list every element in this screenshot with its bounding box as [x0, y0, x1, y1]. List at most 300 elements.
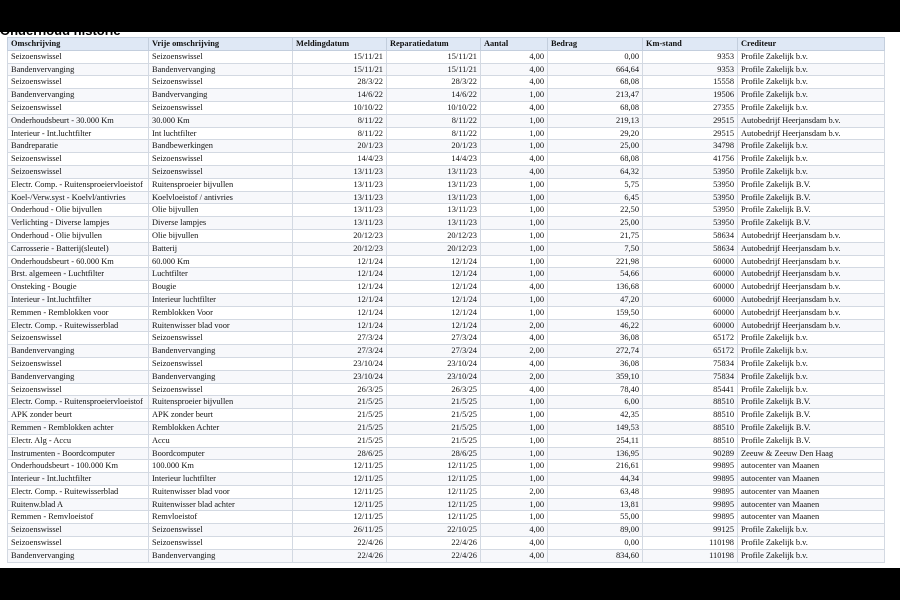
cell-vrije-omschrijving: Int luchtfilter	[149, 127, 293, 140]
cell-omschrijving: Seizoenswissel	[8, 383, 149, 396]
table-row	[8, 306, 885, 319]
column-header-bedrag: Bedrag	[548, 38, 643, 51]
column-header-km-stand: Km-stand	[643, 38, 738, 51]
cell-km-stand: 99895	[643, 485, 738, 498]
table-row	[8, 396, 885, 409]
cell-vrije-omschrijving: Bandenvervanging	[149, 549, 293, 562]
cell-meldingdatum: 12/11/25	[293, 498, 387, 511]
cell-bedrag: 22,50	[548, 204, 643, 217]
cell-meldingdatum: 21/5/25	[293, 421, 387, 434]
cell-aantal: 1,00	[481, 178, 548, 191]
cell-vrije-omschrijving: Seizoenswissel	[149, 332, 293, 345]
cell-crediteur: Profile Zakelijk b.v.	[738, 383, 885, 396]
cell-aantal: 4,00	[481, 76, 548, 89]
cell-meldingdatum: 12/1/24	[293, 268, 387, 281]
cell-omschrijving: Seizoenswissel	[8, 50, 149, 63]
cell-vrije-omschrijving: Seizoenswissel	[149, 524, 293, 537]
cell-km-stand: 53950	[643, 204, 738, 217]
cell-aantal: 1,00	[481, 255, 548, 268]
cell-crediteur: autocenter van Maanen	[738, 511, 885, 524]
cell-bedrag: 21,75	[548, 229, 643, 242]
table-row	[8, 319, 885, 332]
cell-reparatiedatum: 21/5/25	[387, 396, 481, 409]
cell-crediteur: Autobedrijf Heerjansdam b.v.	[738, 242, 885, 255]
cell-km-stand: 75834	[643, 370, 738, 383]
cell-bedrag: 25,00	[548, 217, 643, 230]
cell-reparatiedatum: 20/12/23	[387, 229, 481, 242]
table-row	[8, 153, 885, 166]
cell-crediteur: Profile Zakelijk b.v.	[738, 140, 885, 153]
table-row	[8, 89, 885, 102]
cell-aantal: 1,00	[481, 421, 548, 434]
table-row	[8, 229, 885, 242]
cell-km-stand: 34798	[643, 140, 738, 153]
cell-aantal: 1,00	[481, 434, 548, 447]
cell-meldingdatum: 14/6/22	[293, 89, 387, 102]
cell-aantal: 4,00	[481, 357, 548, 370]
cell-km-stand: 99895	[643, 460, 738, 473]
cell-aantal: 1,00	[481, 242, 548, 255]
cell-aantal: 4,00	[481, 281, 548, 294]
cell-omschrijving: Seizoenswissel	[8, 332, 149, 345]
cell-omschrijving: Interieur - Int.luchtfilter	[8, 127, 149, 140]
cell-bedrag: 68,08	[548, 76, 643, 89]
cell-vrije-omschrijving: Remvloeistof	[149, 511, 293, 524]
cell-vrije-omschrijving: 60.000 Km	[149, 255, 293, 268]
table-row	[8, 50, 885, 63]
cell-crediteur: Autobedrijf Heerjansdam b.v.	[738, 114, 885, 127]
cell-meldingdatum: 21/5/25	[293, 434, 387, 447]
cell-km-stand: 29515	[643, 114, 738, 127]
cell-km-stand: 9353	[643, 63, 738, 76]
cell-vrije-omschrijving: Ruitenwisser blad achter	[149, 498, 293, 511]
cell-omschrijving: Bandenvervanging	[8, 63, 149, 76]
cell-crediteur: Autobedrijf Heerjansdam b.v.	[738, 127, 885, 140]
column-header-meldingdatum: Meldingdatum	[293, 38, 387, 51]
cell-km-stand: 9353	[643, 50, 738, 63]
cell-reparatiedatum: 22/4/26	[387, 549, 481, 562]
table-row	[8, 204, 885, 217]
cell-km-stand: 60000	[643, 268, 738, 281]
cell-bedrag: 63,48	[548, 485, 643, 498]
cell-meldingdatum: 12/11/25	[293, 473, 387, 486]
cell-aantal: 1,00	[481, 511, 548, 524]
table-row	[8, 268, 885, 281]
cell-aantal: 1,00	[481, 89, 548, 102]
cell-reparatiedatum: 8/11/22	[387, 114, 481, 127]
cell-bedrag: 7,50	[548, 242, 643, 255]
cell-km-stand: 60000	[643, 306, 738, 319]
cell-bedrag: 664,64	[548, 63, 643, 76]
cell-aantal: 4,00	[481, 383, 548, 396]
column-header-vrije-omschrijving: Vrije omschrijving	[149, 38, 293, 51]
cell-vrije-omschrijving: Seizoenswissel	[149, 76, 293, 89]
cell-vrije-omschrijving: Bandenvervanging	[149, 345, 293, 358]
cell-omschrijving: Koel-/Verw.syst - Koelvl/antivries	[8, 191, 149, 204]
cell-reparatiedatum: 12/11/25	[387, 511, 481, 524]
cell-bedrag: 6,00	[548, 396, 643, 409]
cell-vrije-omschrijving: Seizoenswissel	[149, 50, 293, 63]
table-row	[8, 485, 885, 498]
cell-meldingdatum: 23/10/24	[293, 370, 387, 383]
cell-km-stand: 88510	[643, 409, 738, 422]
cell-vrije-omschrijving: Diverse lampjes	[149, 217, 293, 230]
cell-km-stand: 65172	[643, 332, 738, 345]
table-row	[8, 293, 885, 306]
cell-crediteur: Profile Zakelijk B.V.	[738, 421, 885, 434]
cell-aantal: 1,00	[481, 229, 548, 242]
column-header-reparatiedatum: Reparatiedatum	[387, 38, 481, 51]
cell-omschrijving: Bandenvervanging	[8, 370, 149, 383]
cell-crediteur: Autobedrijf Heerjansdam b.v.	[738, 268, 885, 281]
table-row	[8, 345, 885, 358]
cell-aantal: 4,00	[481, 537, 548, 550]
table-row	[8, 281, 885, 294]
cell-reparatiedatum: 13/11/23	[387, 191, 481, 204]
cell-crediteur: Zeeuw & Zeeuw Den Haag	[738, 447, 885, 460]
cell-reparatiedatum: 12/1/24	[387, 268, 481, 281]
table-row	[8, 383, 885, 396]
table-row	[8, 357, 885, 370]
cell-aantal: 1,00	[481, 217, 548, 230]
cell-meldingdatum: 20/12/23	[293, 229, 387, 242]
cell-crediteur: Profile Zakelijk b.v.	[738, 89, 885, 102]
cell-reparatiedatum: 13/11/23	[387, 217, 481, 230]
cell-bedrag: 834,60	[548, 549, 643, 562]
cell-meldingdatum: 15/11/21	[293, 63, 387, 76]
cell-omschrijving: Instrumenten - Boordcomputer	[8, 447, 149, 460]
cell-bedrag: 0,00	[548, 537, 643, 550]
cell-vrije-omschrijving: 100.000 Km	[149, 460, 293, 473]
cell-km-stand: 41756	[643, 153, 738, 166]
cell-vrije-omschrijving: Olie bijvullen	[149, 229, 293, 242]
cell-omschrijving: Remmen - Remblokken achter	[8, 421, 149, 434]
cell-crediteur: autocenter van Maanen	[738, 498, 885, 511]
cell-meldingdatum: 12/11/25	[293, 460, 387, 473]
cell-bedrag: 136,68	[548, 281, 643, 294]
table-row	[8, 447, 885, 460]
cell-km-stand: 99895	[643, 498, 738, 511]
cell-crediteur: Profile Zakelijk b.v.	[738, 101, 885, 114]
cell-aantal: 1,00	[481, 473, 548, 486]
cell-vrije-omschrijving: Bandbewerkingen	[149, 140, 293, 153]
cell-bedrag: 29,20	[548, 127, 643, 140]
cell-meldingdatum: 12/1/24	[293, 319, 387, 332]
cell-km-stand: 99895	[643, 473, 738, 486]
cell-omschrijving: Seizoenswissel	[8, 101, 149, 114]
cell-aantal: 4,00	[481, 50, 548, 63]
cell-km-stand: 110198	[643, 537, 738, 550]
cell-omschrijving: Seizoenswissel	[8, 524, 149, 537]
cell-omschrijving: Carrosserie - Batterij(sleutel)	[8, 242, 149, 255]
cell-crediteur: Autobedrijf Heerjansdam b.v.	[738, 229, 885, 242]
cell-omschrijving: Onderhoudsbeurt - 100.000 Km	[8, 460, 149, 473]
cell-omschrijving: Bandenvervanging	[8, 549, 149, 562]
table-header-row	[8, 38, 885, 51]
cell-km-stand: 58634	[643, 229, 738, 242]
cell-reparatiedatum: 12/1/24	[387, 293, 481, 306]
cell-reparatiedatum: 28/3/22	[387, 76, 481, 89]
cell-bedrag: 5,75	[548, 178, 643, 191]
cell-meldingdatum: 8/11/22	[293, 114, 387, 127]
cell-vrije-omschrijving: Luchtfilter	[149, 268, 293, 281]
cell-km-stand: 88510	[643, 421, 738, 434]
table-row	[8, 549, 885, 562]
cell-meldingdatum: 21/5/25	[293, 409, 387, 422]
cell-crediteur: Autobedrijf Heerjansdam b.v.	[738, 255, 885, 268]
document-page	[0, 23, 900, 568]
cell-meldingdatum: 27/3/24	[293, 332, 387, 345]
cell-reparatiedatum: 13/11/23	[387, 178, 481, 191]
cell-meldingdatum: 12/1/24	[293, 255, 387, 268]
cell-bedrag: 44,34	[548, 473, 643, 486]
cell-omschrijving: Ruitenw.blad A	[8, 498, 149, 511]
cell-meldingdatum: 28/6/25	[293, 447, 387, 460]
cell-reparatiedatum: 8/11/22	[387, 127, 481, 140]
cell-aantal: 1,00	[481, 268, 548, 281]
cell-aantal: 4,00	[481, 332, 548, 345]
cell-meldingdatum: 13/11/23	[293, 191, 387, 204]
cell-reparatiedatum: 20/12/23	[387, 242, 481, 255]
cell-crediteur: autocenter van Maanen	[738, 473, 885, 486]
cell-meldingdatum: 13/11/23	[293, 204, 387, 217]
cell-meldingdatum: 22/4/26	[293, 537, 387, 550]
cell-aantal: 1,00	[481, 460, 548, 473]
cell-meldingdatum: 14/4/23	[293, 153, 387, 166]
cell-vrije-omschrijving: Bougie	[149, 281, 293, 294]
table-row	[8, 524, 885, 537]
cell-km-stand: 75834	[643, 357, 738, 370]
cell-crediteur: Profile Zakelijk B.V.	[738, 178, 885, 191]
cell-vrije-omschrijving: Koelvloeistof / antivries	[149, 191, 293, 204]
table-row	[8, 140, 885, 153]
cell-vrije-omschrijving: APK zonder beurt	[149, 409, 293, 422]
cell-vrije-omschrijving: Remblokken Voor	[149, 306, 293, 319]
cell-meldingdatum: 10/10/22	[293, 101, 387, 114]
cell-omschrijving: Electr. Comp. - Ruitensproeiervloeistof	[8, 178, 149, 191]
cell-reparatiedatum: 12/1/24	[387, 306, 481, 319]
cell-omschrijving: Onsteking - Bougie	[8, 281, 149, 294]
cell-crediteur: Profile Zakelijk B.V.	[738, 217, 885, 230]
table-row	[8, 255, 885, 268]
table-row	[8, 498, 885, 511]
cell-bedrag: 89,00	[548, 524, 643, 537]
cell-bedrag: 6,45	[548, 191, 643, 204]
cell-reparatiedatum: 21/5/25	[387, 434, 481, 447]
cell-km-stand: 88510	[643, 434, 738, 447]
cell-omschrijving: Seizoenswissel	[8, 153, 149, 166]
cell-reparatiedatum: 26/3/25	[387, 383, 481, 396]
cell-vrije-omschrijving: Interieur luchtfilter	[149, 293, 293, 306]
cell-bedrag: 68,08	[548, 101, 643, 114]
cell-reparatiedatum: 23/10/24	[387, 357, 481, 370]
cell-vrije-omschrijving: Bandvervanging	[149, 89, 293, 102]
cell-meldingdatum: 8/11/22	[293, 127, 387, 140]
cell-crediteur: Profile Zakelijk B.V.	[738, 409, 885, 422]
cell-crediteur: Profile Zakelijk b.v.	[738, 549, 885, 562]
cell-km-stand: 110198	[643, 549, 738, 562]
cell-aantal: 1,00	[481, 447, 548, 460]
table-row	[8, 217, 885, 230]
cell-bedrag: 64,32	[548, 165, 643, 178]
cell-vrije-omschrijving: Ruitenwisser blad voor	[149, 319, 293, 332]
cell-reparatiedatum: 28/6/25	[387, 447, 481, 460]
cell-meldingdatum: 13/11/23	[293, 178, 387, 191]
cell-meldingdatum: 12/11/25	[293, 511, 387, 524]
cell-aantal: 1,00	[481, 498, 548, 511]
table-row	[8, 473, 885, 486]
cell-aantal: 1,00	[481, 114, 548, 127]
cell-vrije-omschrijving: Olie bijvullen	[149, 204, 293, 217]
cell-crediteur: Profile Zakelijk b.v.	[738, 63, 885, 76]
cell-aantal: 4,00	[481, 165, 548, 178]
cell-omschrijving: Bandenvervanging	[8, 345, 149, 358]
cell-vrije-omschrijving: Bandenvervanging	[149, 63, 293, 76]
cell-omschrijving: Onderhoudsbeurt - 60.000 Km	[8, 255, 149, 268]
cell-vrije-omschrijving: Boordcomputer	[149, 447, 293, 460]
table-row	[8, 101, 885, 114]
cell-omschrijving: Electr. Comp. - Ruitensproeiervloeistof	[8, 396, 149, 409]
cell-km-stand: 99895	[643, 511, 738, 524]
cell-crediteur: Profile Zakelijk b.v.	[738, 524, 885, 537]
cell-crediteur: Autobedrijf Heerjansdam b.v.	[738, 281, 885, 294]
cell-km-stand: 53950	[643, 178, 738, 191]
cell-meldingdatum: 28/3/22	[293, 76, 387, 89]
cell-reparatiedatum: 12/1/24	[387, 255, 481, 268]
cell-aantal: 1,00	[481, 127, 548, 140]
cell-crediteur: Profile Zakelijk b.v.	[738, 165, 885, 178]
cell-km-stand: 85441	[643, 383, 738, 396]
cell-reparatiedatum: 12/11/25	[387, 473, 481, 486]
cell-vrije-omschrijving: 30.000 Km	[149, 114, 293, 127]
cell-meldingdatum: 20/1/23	[293, 140, 387, 153]
cell-crediteur: Profile Zakelijk b.v.	[738, 357, 885, 370]
table-row	[8, 409, 885, 422]
cell-reparatiedatum: 20/1/23	[387, 140, 481, 153]
cell-aantal: 1,00	[481, 140, 548, 153]
cell-omschrijving: Interieur - Int.luchtfilter	[8, 473, 149, 486]
cell-vrije-omschrijving: Interieur luchtfilter	[149, 473, 293, 486]
cell-meldingdatum: 13/11/23	[293, 165, 387, 178]
cell-aantal: 2,00	[481, 485, 548, 498]
cell-vrije-omschrijving: Ruitensproeier bijvullen	[149, 396, 293, 409]
cell-bedrag: 0,00	[548, 50, 643, 63]
cell-reparatiedatum: 13/11/23	[387, 204, 481, 217]
cell-reparatiedatum: 22/10/25	[387, 524, 481, 537]
cell-crediteur: Profile Zakelijk B.V.	[738, 191, 885, 204]
table-row	[8, 76, 885, 89]
cell-omschrijving: Electr. Alg - Accu	[8, 434, 149, 447]
table-row	[8, 242, 885, 255]
cell-omschrijving: Verlichting - Diverse lampjes	[8, 217, 149, 230]
bottom-black-bar	[0, 568, 900, 600]
column-header-omschrijving: Omschrijving	[8, 38, 149, 51]
cell-reparatiedatum: 13/11/23	[387, 165, 481, 178]
cell-bedrag: 78,40	[548, 383, 643, 396]
cell-aantal: 4,00	[481, 101, 548, 114]
cell-omschrijving: Seizoenswissel	[8, 165, 149, 178]
table-row	[8, 460, 885, 473]
cell-km-stand: 90289	[643, 447, 738, 460]
cell-meldingdatum: 21/5/25	[293, 396, 387, 409]
cell-crediteur: Autobedrijf Heerjansdam b.v.	[738, 306, 885, 319]
cell-reparatiedatum: 14/6/22	[387, 89, 481, 102]
cell-km-stand: 60000	[643, 281, 738, 294]
cell-meldingdatum: 23/10/24	[293, 357, 387, 370]
cell-km-stand: 99125	[643, 524, 738, 537]
cell-km-stand: 53950	[643, 191, 738, 204]
cell-km-stand: 88510	[643, 396, 738, 409]
cell-omschrijving: Onderhoud - Olie bijvullen	[8, 229, 149, 242]
cell-bedrag: 68,08	[548, 153, 643, 166]
cell-aantal: 1,00	[481, 191, 548, 204]
cell-crediteur: Autobedrijf Heerjansdam b.v.	[738, 319, 885, 332]
cell-crediteur: Profile Zakelijk b.v.	[738, 50, 885, 63]
cell-meldingdatum: 12/1/24	[293, 306, 387, 319]
table-body	[8, 50, 885, 562]
cell-aantal: 2,00	[481, 370, 548, 383]
cell-bedrag: 47,20	[548, 293, 643, 306]
cell-bedrag: 36,08	[548, 357, 643, 370]
cell-vrije-omschrijving: Seizoenswissel	[149, 357, 293, 370]
cell-bedrag: 221,98	[548, 255, 643, 268]
cell-reparatiedatum: 12/11/25	[387, 498, 481, 511]
cell-reparatiedatum: 12/11/25	[387, 485, 481, 498]
table-row	[8, 127, 885, 140]
cell-bedrag: 219,13	[548, 114, 643, 127]
cell-crediteur: Profile Zakelijk B.V.	[738, 396, 885, 409]
table-row	[8, 511, 885, 524]
cell-vrije-omschrijving: Remblokken Achter	[149, 421, 293, 434]
cell-aantal: 4,00	[481, 524, 548, 537]
cell-aantal: 1,00	[481, 204, 548, 217]
cell-km-stand: 60000	[643, 255, 738, 268]
cell-km-stand: 53950	[643, 165, 738, 178]
cell-vrije-omschrijving: Seizoenswissel	[149, 383, 293, 396]
cell-reparatiedatum: 27/3/24	[387, 332, 481, 345]
cell-km-stand: 53950	[643, 217, 738, 230]
cell-aantal: 2,00	[481, 319, 548, 332]
cell-reparatiedatum: 27/3/24	[387, 345, 481, 358]
page-title: Onderhoud historie	[0, 23, 121, 38]
cell-bedrag: 55,00	[548, 511, 643, 524]
cell-crediteur: autocenter van Maanen	[738, 460, 885, 473]
cell-meldingdatum: 22/4/26	[293, 549, 387, 562]
column-header-aantal: Aantal	[481, 38, 548, 51]
cell-km-stand: 60000	[643, 293, 738, 306]
cell-aantal: 2,00	[481, 345, 548, 358]
cell-km-stand: 60000	[643, 319, 738, 332]
cell-reparatiedatum: 10/10/22	[387, 101, 481, 114]
cell-bedrag: 254,11	[548, 434, 643, 447]
cell-bedrag: 159,50	[548, 306, 643, 319]
cell-omschrijving: Bandreparatie	[8, 140, 149, 153]
column-header-crediteur: Crediteur	[738, 38, 885, 51]
cell-omschrijving: Interieur - Int.luchtfilter	[8, 293, 149, 306]
cell-aantal: 4,00	[481, 63, 548, 76]
cell-aantal: 1,00	[481, 409, 548, 422]
cell-bedrag: 54,66	[548, 268, 643, 281]
cell-meldingdatum: 20/12/23	[293, 242, 387, 255]
cell-omschrijving: Remmen - Remvloeistof	[8, 511, 149, 524]
cell-omschrijving: APK zonder beurt	[8, 409, 149, 422]
cell-crediteur: Profile Zakelijk B.V.	[738, 434, 885, 447]
cell-reparatiedatum: 22/4/26	[387, 537, 481, 550]
cell-vrije-omschrijving: Seizoenswissel	[149, 101, 293, 114]
cell-omschrijving: Electr. Comp. - Ruitewisserblad	[8, 485, 149, 498]
cell-reparatiedatum: 21/5/25	[387, 421, 481, 434]
cell-bedrag: 149,53	[548, 421, 643, 434]
